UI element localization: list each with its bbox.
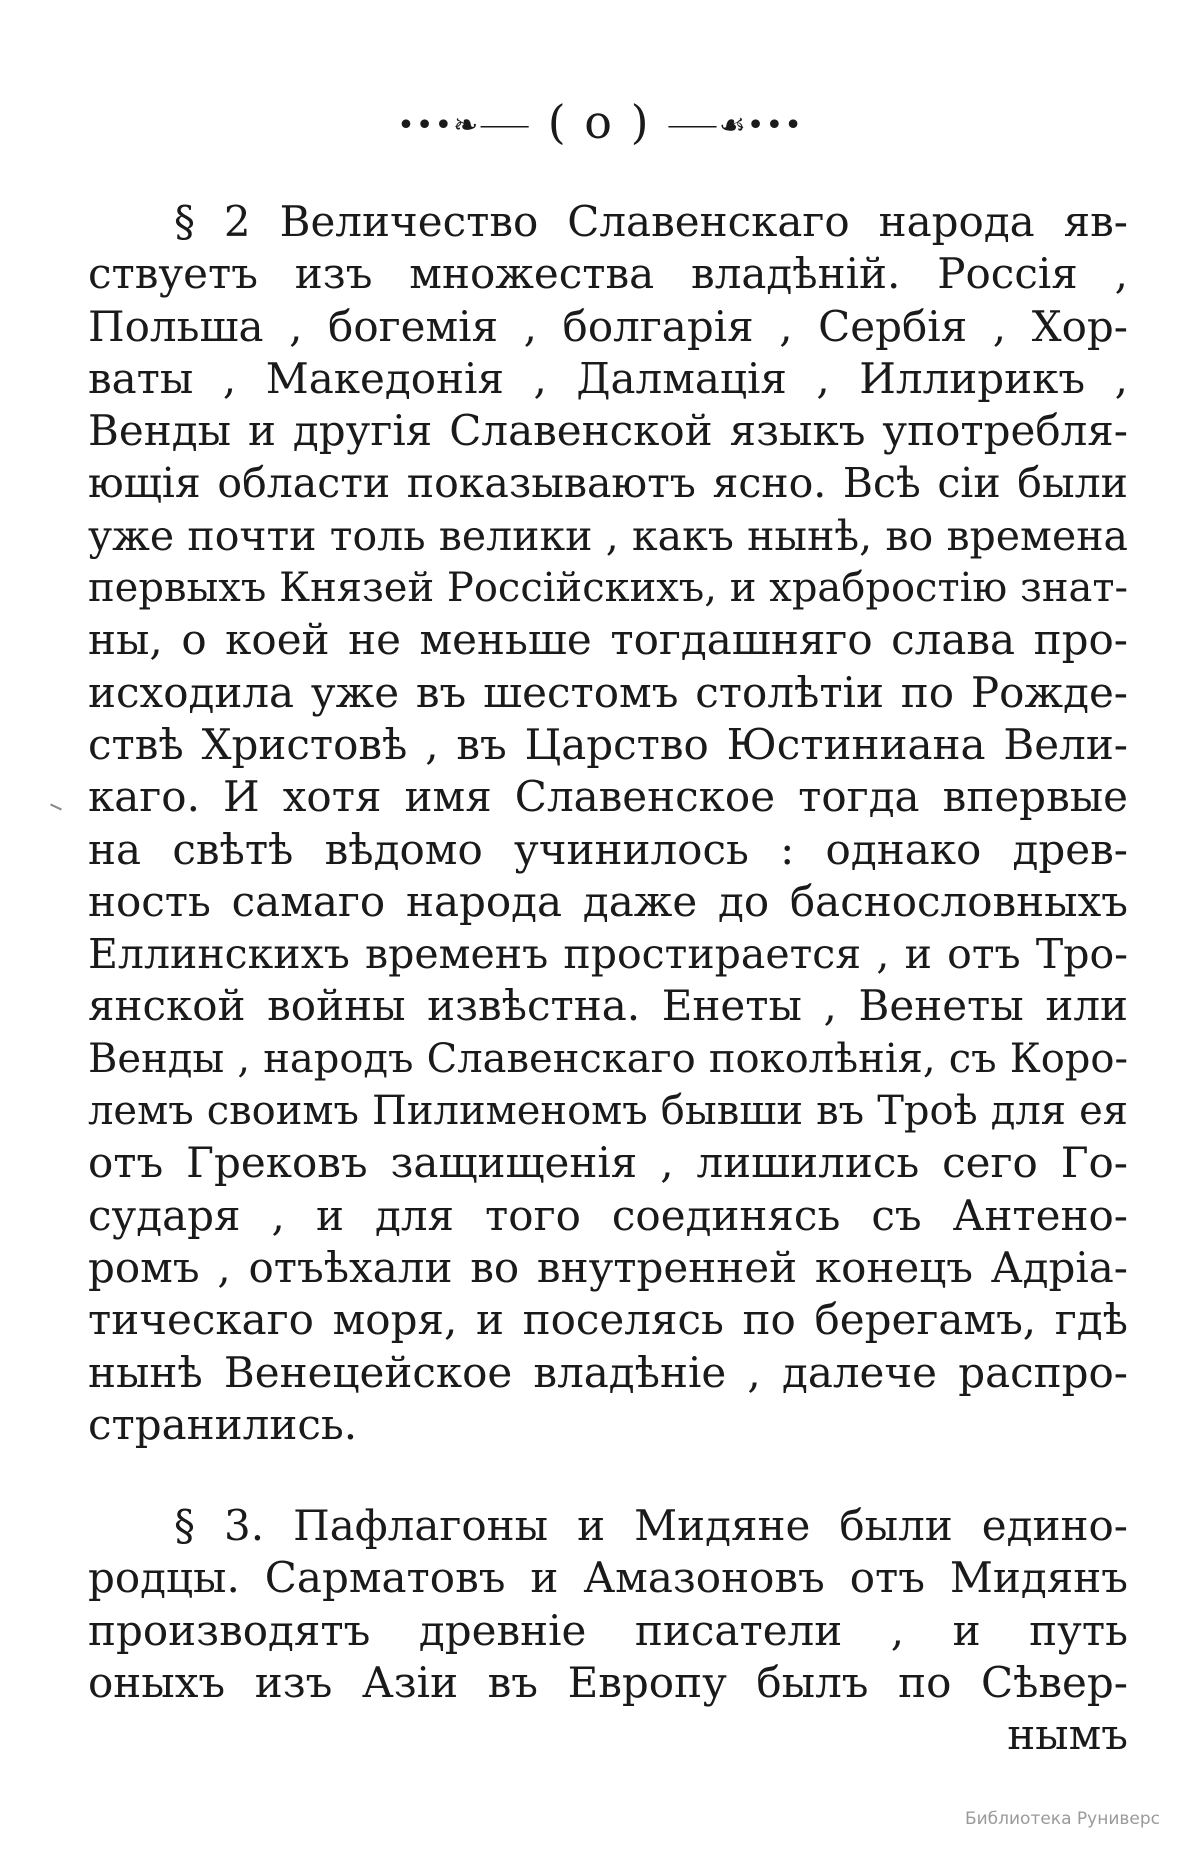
library-watermark: Библиотека Руниверс [964, 1809, 1160, 1829]
catchword: нымъ [1007, 1710, 1128, 1760]
text-line: ствуетъ изъ множества владѣній. Россія , [88, 249, 1128, 299]
text-line: ность самаго народа даже до баснословныхъ [88, 876, 1128, 926]
text-line: на свѣтѣ вѣдомо учинилось : однако древ- [88, 824, 1128, 874]
text-line: § 2 Величество Славенскаго народа яв- [174, 197, 1128, 246]
text-line: ющія области показываютъ ясно. Всѣ сіи были [88, 459, 1128, 508]
text-line: янской войны извѣстна. Енеты , Венеты или [88, 981, 1128, 1031]
text-line: Венды и другія Славенской языкъ употребля- [88, 406, 1128, 456]
text-line: ромъ , отъѣхали во внутренней конецъ Адріа- [88, 1242, 1128, 1292]
text-line: ствѣ Христовѣ , въ Царство Юстиниана Вели- [88, 719, 1128, 769]
text-line: § 3. Пафлагоны и Мидяне были едино- [174, 1501, 1128, 1550]
ornament-right-icon: ⸺☙••• [667, 108, 803, 143]
text-line: странились. [88, 1399, 358, 1449]
page-header [0, 92, 1200, 156]
paragraph-3 [88, 1500, 1128, 1761]
text-line: отъ Грековъ защищенія , лишились сего Го- [88, 1138, 1128, 1188]
paragraph-2 [88, 196, 1128, 1451]
text-line: Венды , народъ Славенскаго поколѣнія, съ Коро- [88, 1035, 1128, 1082]
text-line: уже почти толь велики , какъ нынѣ, во времена [88, 511, 1128, 560]
ornament-left-icon: •••❧⸺ [397, 108, 532, 143]
text-line: сударя , и для того соединясь съ Антено- [88, 1190, 1128, 1240]
text-line: нынѣ Венецейское владѣніе , далече распро- [88, 1347, 1128, 1397]
text-line: лемъ своимъ Пилименомъ бывши въ Троѣ для ея [88, 1088, 1128, 1135]
text-line: исходила уже въ шестомъ столѣтіи по Рожде- [88, 667, 1128, 717]
text-line: родцы. Сарматовъ и Амазоновъ отъ Мидянъ [88, 1553, 1128, 1603]
text-line: первыхъ Князей Россійскихъ, и храбростію знат- [88, 565, 1128, 612]
text-line: Польша , богемія , болгарія , Сербія , Хор- [88, 301, 1128, 351]
text-line: тическаго моря, и поселясь по берегамъ, гдѣ [88, 1295, 1128, 1345]
text-line: ваты , Македонія , Далмація , Иллирикъ , [88, 353, 1128, 403]
text-line: каго. И хотя имя Славенское тогда впервые [88, 772, 1128, 822]
margin-mark [50, 804, 62, 811]
text-line: производятъ древніе писатели , и путь [88, 1605, 1128, 1655]
page-number: ( o ) [547, 95, 651, 149]
text-line: оныхъ изъ Азіи въ Европу былъ по Сѣвер- [88, 1657, 1128, 1707]
text-line: ны, о коей не меньше тогдашняго слава про- [88, 615, 1128, 665]
text-line: Еллинскихъ временъ простирается , и отъ Тро- [88, 930, 1128, 979]
